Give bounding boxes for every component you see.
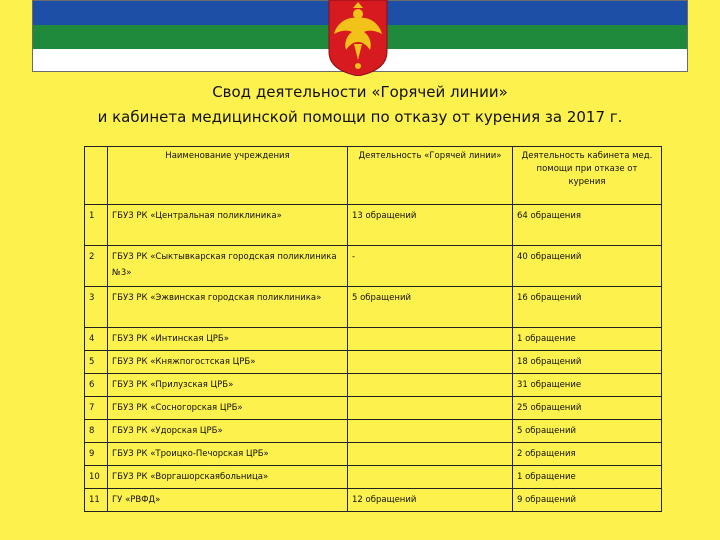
header-hotline: Деятельность «Горячей линии» bbox=[348, 147, 513, 205]
row-cabinet: 31 обращение bbox=[513, 374, 662, 397]
row-cabinet: 1 обращение bbox=[513, 466, 662, 489]
table-row bbox=[85, 489, 662, 512]
row-institution: ГБУЗ РК «Прилузская ЦРБ» bbox=[108, 374, 348, 397]
row-institution: ГБУЗ РК «Воргашорскаябольница» bbox=[108, 466, 348, 489]
table-row bbox=[85, 443, 662, 466]
row-cabinet: 1 обращение bbox=[513, 328, 662, 351]
header-cabinet: Деятельность кабинета мед. помощи при отказе от курения bbox=[513, 147, 662, 205]
row-num: 11 bbox=[85, 489, 108, 512]
row-institution: ГБУЗ РК «Сосногорская ЦРБ» bbox=[108, 397, 348, 420]
table-row bbox=[85, 466, 662, 489]
header-num bbox=[85, 147, 108, 205]
header-institution: Наименование учреждения bbox=[108, 147, 348, 205]
table-row bbox=[85, 328, 662, 351]
table-row bbox=[85, 205, 662, 246]
row-num: 6 bbox=[85, 374, 108, 397]
table-row bbox=[85, 246, 662, 287]
row-hotline: 13 обращений bbox=[348, 205, 513, 246]
row-hotline bbox=[348, 328, 513, 351]
table-row bbox=[85, 287, 662, 328]
row-hotline bbox=[348, 397, 513, 420]
table-row bbox=[85, 374, 662, 397]
row-hotline bbox=[348, 351, 513, 374]
row-hotline: 12 обращений bbox=[348, 489, 513, 512]
results-table bbox=[84, 146, 662, 512]
row-cabinet: 18 обращений bbox=[513, 351, 662, 374]
row-institution: ГБУЗ РК «Сыктывкарская городская поликлиника №3» bbox=[108, 246, 348, 287]
row-hotline bbox=[348, 466, 513, 489]
row-num: 10 bbox=[85, 466, 108, 489]
title-line-2: и кабинета медицинской помощи по отказу от курения за 2017 г. bbox=[97, 108, 623, 126]
title-line-1: Свод деятельности «Горячей линии» bbox=[212, 83, 508, 101]
row-num: 7 bbox=[85, 397, 108, 420]
row-cabinet: 9 обращений bbox=[513, 489, 662, 512]
row-institution: ГБУЗ РК «Эжвинская городская поликлиника» bbox=[108, 287, 348, 328]
table-header-row bbox=[85, 147, 662, 205]
row-hotline: - bbox=[348, 246, 513, 287]
row-num: 3 bbox=[85, 287, 108, 328]
row-cabinet: 25 обращений bbox=[513, 397, 662, 420]
row-num: 1 bbox=[85, 205, 108, 246]
komi-emblem-icon bbox=[328, 0, 388, 76]
row-cabinet: 2 обращения bbox=[513, 443, 662, 466]
row-institution: ГБУЗ РК «Интинская ЦРБ» bbox=[108, 328, 348, 351]
row-cabinet: 16 обращений bbox=[513, 287, 662, 328]
row-num: 4 bbox=[85, 328, 108, 351]
row-cabinet: 64 обращения bbox=[513, 205, 662, 246]
table-row bbox=[85, 351, 662, 374]
row-num: 9 bbox=[85, 443, 108, 466]
row-institution: ГУ «РВФД» bbox=[108, 489, 348, 512]
row-cabinet: 5 обращений bbox=[513, 420, 662, 443]
row-cabinet: 40 обращений bbox=[513, 246, 662, 287]
row-institution: ГБУЗ РК «Княжпогостская ЦРБ» bbox=[108, 351, 348, 374]
row-num: 8 bbox=[85, 420, 108, 443]
row-institution: ГБУЗ РК «Центральная поликлиника» bbox=[108, 205, 348, 246]
row-institution: ГБУЗ РК «Удорская ЦРБ» bbox=[108, 420, 348, 443]
table-row bbox=[85, 420, 662, 443]
row-num: 5 bbox=[85, 351, 108, 374]
row-num: 2 bbox=[85, 246, 108, 287]
row-hotline: 5 обращений bbox=[348, 287, 513, 328]
row-institution: ГБУЗ РК «Троицко-Печорская ЦРБ» bbox=[108, 443, 348, 466]
table-row bbox=[85, 397, 662, 420]
row-hotline bbox=[348, 443, 513, 466]
row-hotline bbox=[348, 420, 513, 443]
row-hotline bbox=[348, 374, 513, 397]
